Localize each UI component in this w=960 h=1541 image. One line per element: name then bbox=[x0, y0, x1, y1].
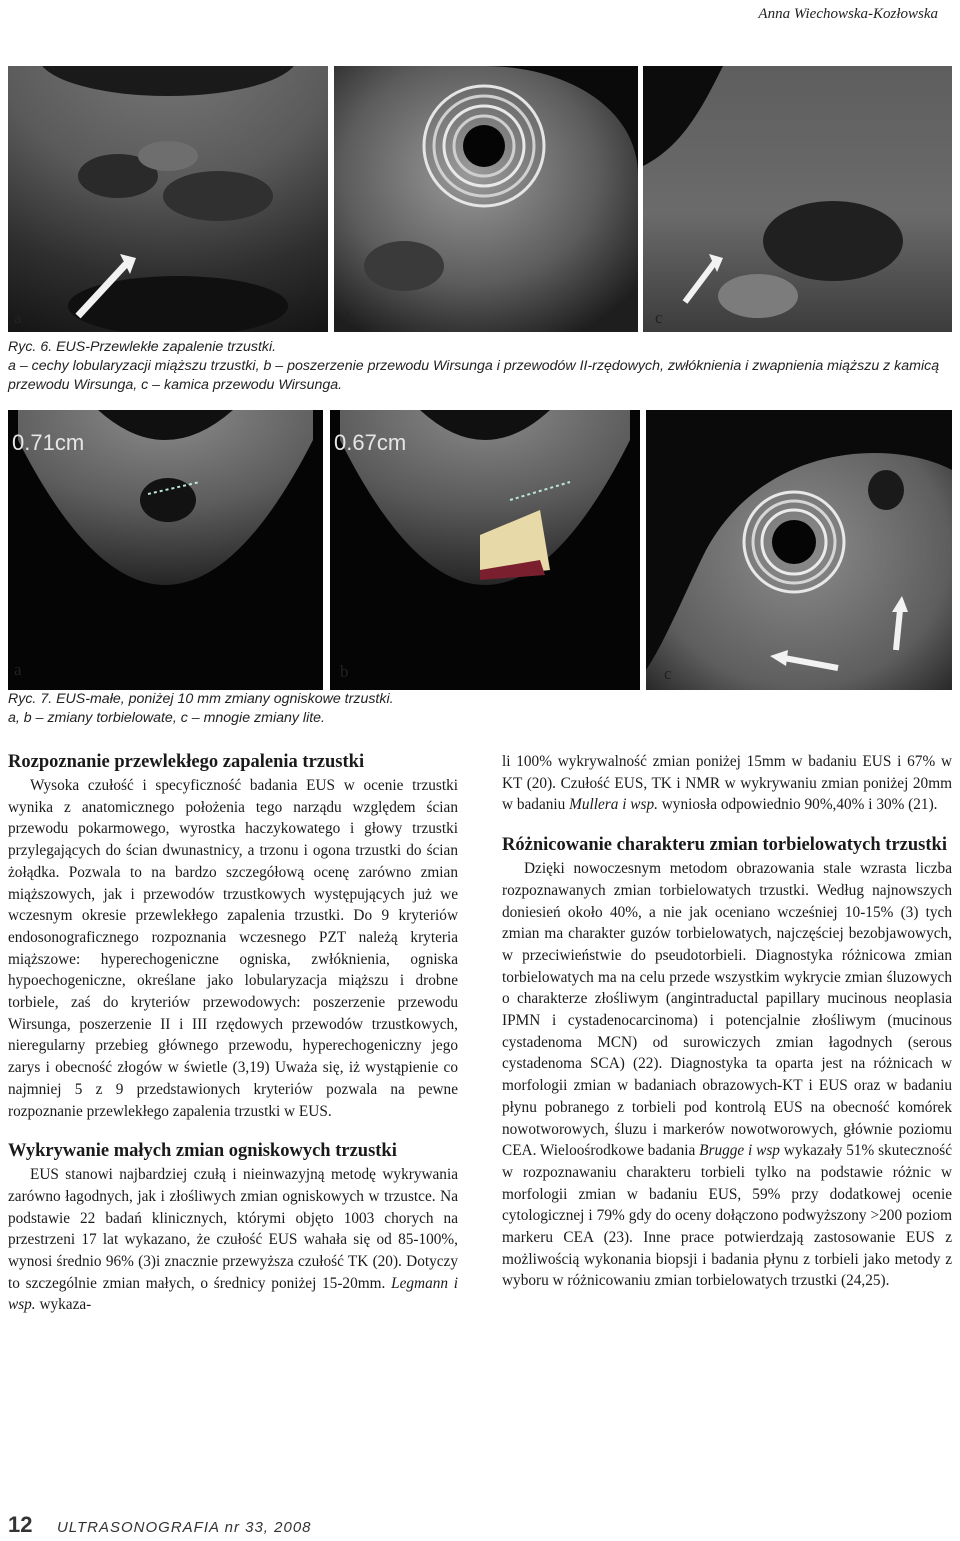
paragraph-small-lesions-part2: wykaza- bbox=[35, 1296, 92, 1314]
ultrasound-image-6c bbox=[643, 66, 952, 332]
ultrasound-image-7c bbox=[646, 410, 952, 690]
header-author: Anna Wiechowska-Kozłowska bbox=[758, 6, 938, 22]
page-number: 12 bbox=[8, 1512, 33, 1537]
figure6-caption-text: a – cechy lobularyzacji miąższu trzustki, b – poszerzenie przewodu Wirsunga i przewodów II-rzędowych, zwłóknienia i zwapnienia miąższu z kamicą przewodu Wirsunga, c – kamica przewodu Wirsunga. bbox=[8, 358, 940, 393]
paragraph-chronic-pancreatitis: Wysoka czułość i specyficzność badania EUS w ocenie trzustki wynika z anatomicznego położenia tego narządu względem ścian przewodu pokarmowego, wyrostka haczykowatego i głowy trzustki przylegających do ścian dwunastnicy, a trzonu i ogona trzustki do ścian żołądka. Pozwala to na bardzo szczegółową ocenę zarówno zmian miąższowych, jak i przewodów trzustkowych występujących już we wczesnym okresie przewlekłego zapalenia trzustki. Do 9 kryteriów endosonograficznego rozpoznania wczesnego PZT należą kryteria miąższowe: hyperechogeniczne ogniska, zwłóknienia, ogniska hypoechogeniczne, określane jako lobularyzacja miąższu i drobne torbiele, zaś do kryteriów przewodowych: poszerzenie przewodu Wirsunga, poszerzenie II i III rzędowych przewodów trzustkowych, nieregularny przebieg głównego przewodu, hyperechogeniczny jego zarys i obecność złogów w świetle (3,19) Uważa się, iż wystąpienie co najmniej 5 z 9 przedstawionych kryteriów pozwala na pewne rozpoznanie przewlekłego zapalenia trzustki w EUS. bbox=[8, 777, 458, 1120]
section-heading-small-lesions: Wykrywanie małych zmian ogniskowych trzustki bbox=[8, 1141, 397, 1162]
paragraph-cystic-lesions-part1: Dzięki nowoczesnym metodom obrazowania stale wzrasta liczba rozpoznawanych zmian torbielowatych trzustki. Według najnowszych doniesień około 40%, a nie jak oceniano wcześniej 10-15% (3) tych zmian ma charakter guzów torbielowatych, najczęściej bezobjawowych, w przeciwieństwie do pseudotorbieli. Diagnostyka różnicowa zmian torbielowatych ma na celu przede wszystkim wykrycie zmian śluzowych o charakterze złośliwym (angintraductal papillary mucinous neoplasia IPMN i cystadenocarcinoma) i potencjalnie złośliwym (mucinous cystadenoma MCN) od surowiczych zmian łagodnych (serous cystadenoma SCA) (22). Diagnostyka ta oparta jest na różnicach w morfologii zmian w badaniach obrazowych-KT i EUS oraz w badaniu płynu pobranego z torbieli pod kontrolą EUS na obecność komórek nowotworowych, śluzu i markerów nowotworowych, głównie poziomu CEA. Wieloośrodkowe badania bbox=[502, 860, 952, 1160]
figure6-panel-label-a: a bbox=[14, 308, 22, 327]
paragraph-cystic-lesions-part2: wykazały 51% skuteczność w rozpoznawaniu charakteru torbieli tylko na podstawie różnic w morfologii zmian w badaniu EUS, 59% przy dodatkowej ocenie cytologicznej i 79% gdy do oceny dołączono podwyższony >200 poziom markeru CEA (23). Inne prace potwierdzają zastosowanie EUS z możliwością wykonania biopsji i badania płynu z torbieli jako metody z wyboru w różnicowaniu zmian torbielowatych trzustki (24,25). bbox=[502, 1142, 953, 1290]
paragraph-continuation bbox=[502, 751, 952, 816]
ultrasound-image-6b bbox=[334, 66, 638, 332]
citation-brugge: Brugge i wsp bbox=[699, 1142, 780, 1160]
ultrasound-image-7b bbox=[330, 410, 640, 690]
ultrasound-image-6a bbox=[8, 66, 328, 332]
measurement-b-text: 0.67cm bbox=[334, 430, 407, 455]
section-heading-cystic-lesions: Różnicowanie charakteru zmian torbielowatych trzustki bbox=[502, 835, 947, 856]
paragraph-small-lesions-part1: EUS stanowi najbardziej czułą i nieinwazyjną metodę wykrywania zarówno łagodnych, jak i złośliwych zmian ogniskowych w trzustce. Na podstawie 22 badań klinicznych, którymi objęto 1003 chorych na przestrzeni 17 lat wykazano, że czułość EUS wahała się od 85-100%, wynosi średnio 96% (3)i znacznie przewyższa czułość TK (20). Dotyczy to szczególnie zmian małych, o średnicy poniżej 15-20mm. bbox=[8, 1166, 458, 1292]
measurement-a-text: 0.71cm bbox=[12, 430, 85, 455]
section-heading-chronic-pancreatitis: Rozpoznanie przewlekłego zapalenia trzustki bbox=[8, 752, 365, 772]
right-column bbox=[502, 751, 952, 1292]
paragraph-continuation-part1: li 100% wykrywalność zmian poniżej 15mm w badaniu EUS i 67% w KT (20). Czułość EUS, TK i NMR w wykrywaniu zmian poniżej 20mm w badaniu bbox=[502, 753, 952, 814]
citation-muller: Mullera i wsp. bbox=[569, 796, 658, 814]
figure7-panel-label-a: a bbox=[14, 660, 22, 679]
paragraph-continuation-part2: wyniosła odpowiednio 90%,40% i 30% (21). bbox=[657, 796, 938, 814]
figure7-panel-label-c: c bbox=[664, 664, 672, 683]
journal-name: ULTRASONOGRAFIA nr 33, 2008 bbox=[56, 1519, 312, 1536]
figure7-panel-label-b: b bbox=[340, 662, 349, 681]
paragraph-cystic-lesions bbox=[502, 858, 952, 1292]
figure6-caption-title: Ryc. 6. EUS-Przewlekłe zapalenie trzustki. bbox=[8, 339, 277, 355]
citation-legmann: Legmann i wsp. bbox=[8, 1274, 458, 1314]
figure7-caption bbox=[8, 690, 948, 728]
paragraph-small-lesions bbox=[8, 1164, 458, 1316]
figure6-panel-label-b: b bbox=[346, 308, 355, 327]
left-column bbox=[8, 751, 458, 1316]
figure6-panel-label-c: c bbox=[655, 308, 663, 327]
ultrasound-image-7a bbox=[8, 410, 323, 690]
figure6-caption bbox=[8, 338, 948, 395]
figure7-caption-title: Ryc. 7. EUS-małe, poniżej 10 mm zmiany ogniskowe trzustki. bbox=[8, 691, 394, 707]
page-footer bbox=[8, 1512, 312, 1538]
figure7-caption-text: a, b – zmiany torbielowate, c – mnogie zmiany lite. bbox=[8, 710, 326, 726]
